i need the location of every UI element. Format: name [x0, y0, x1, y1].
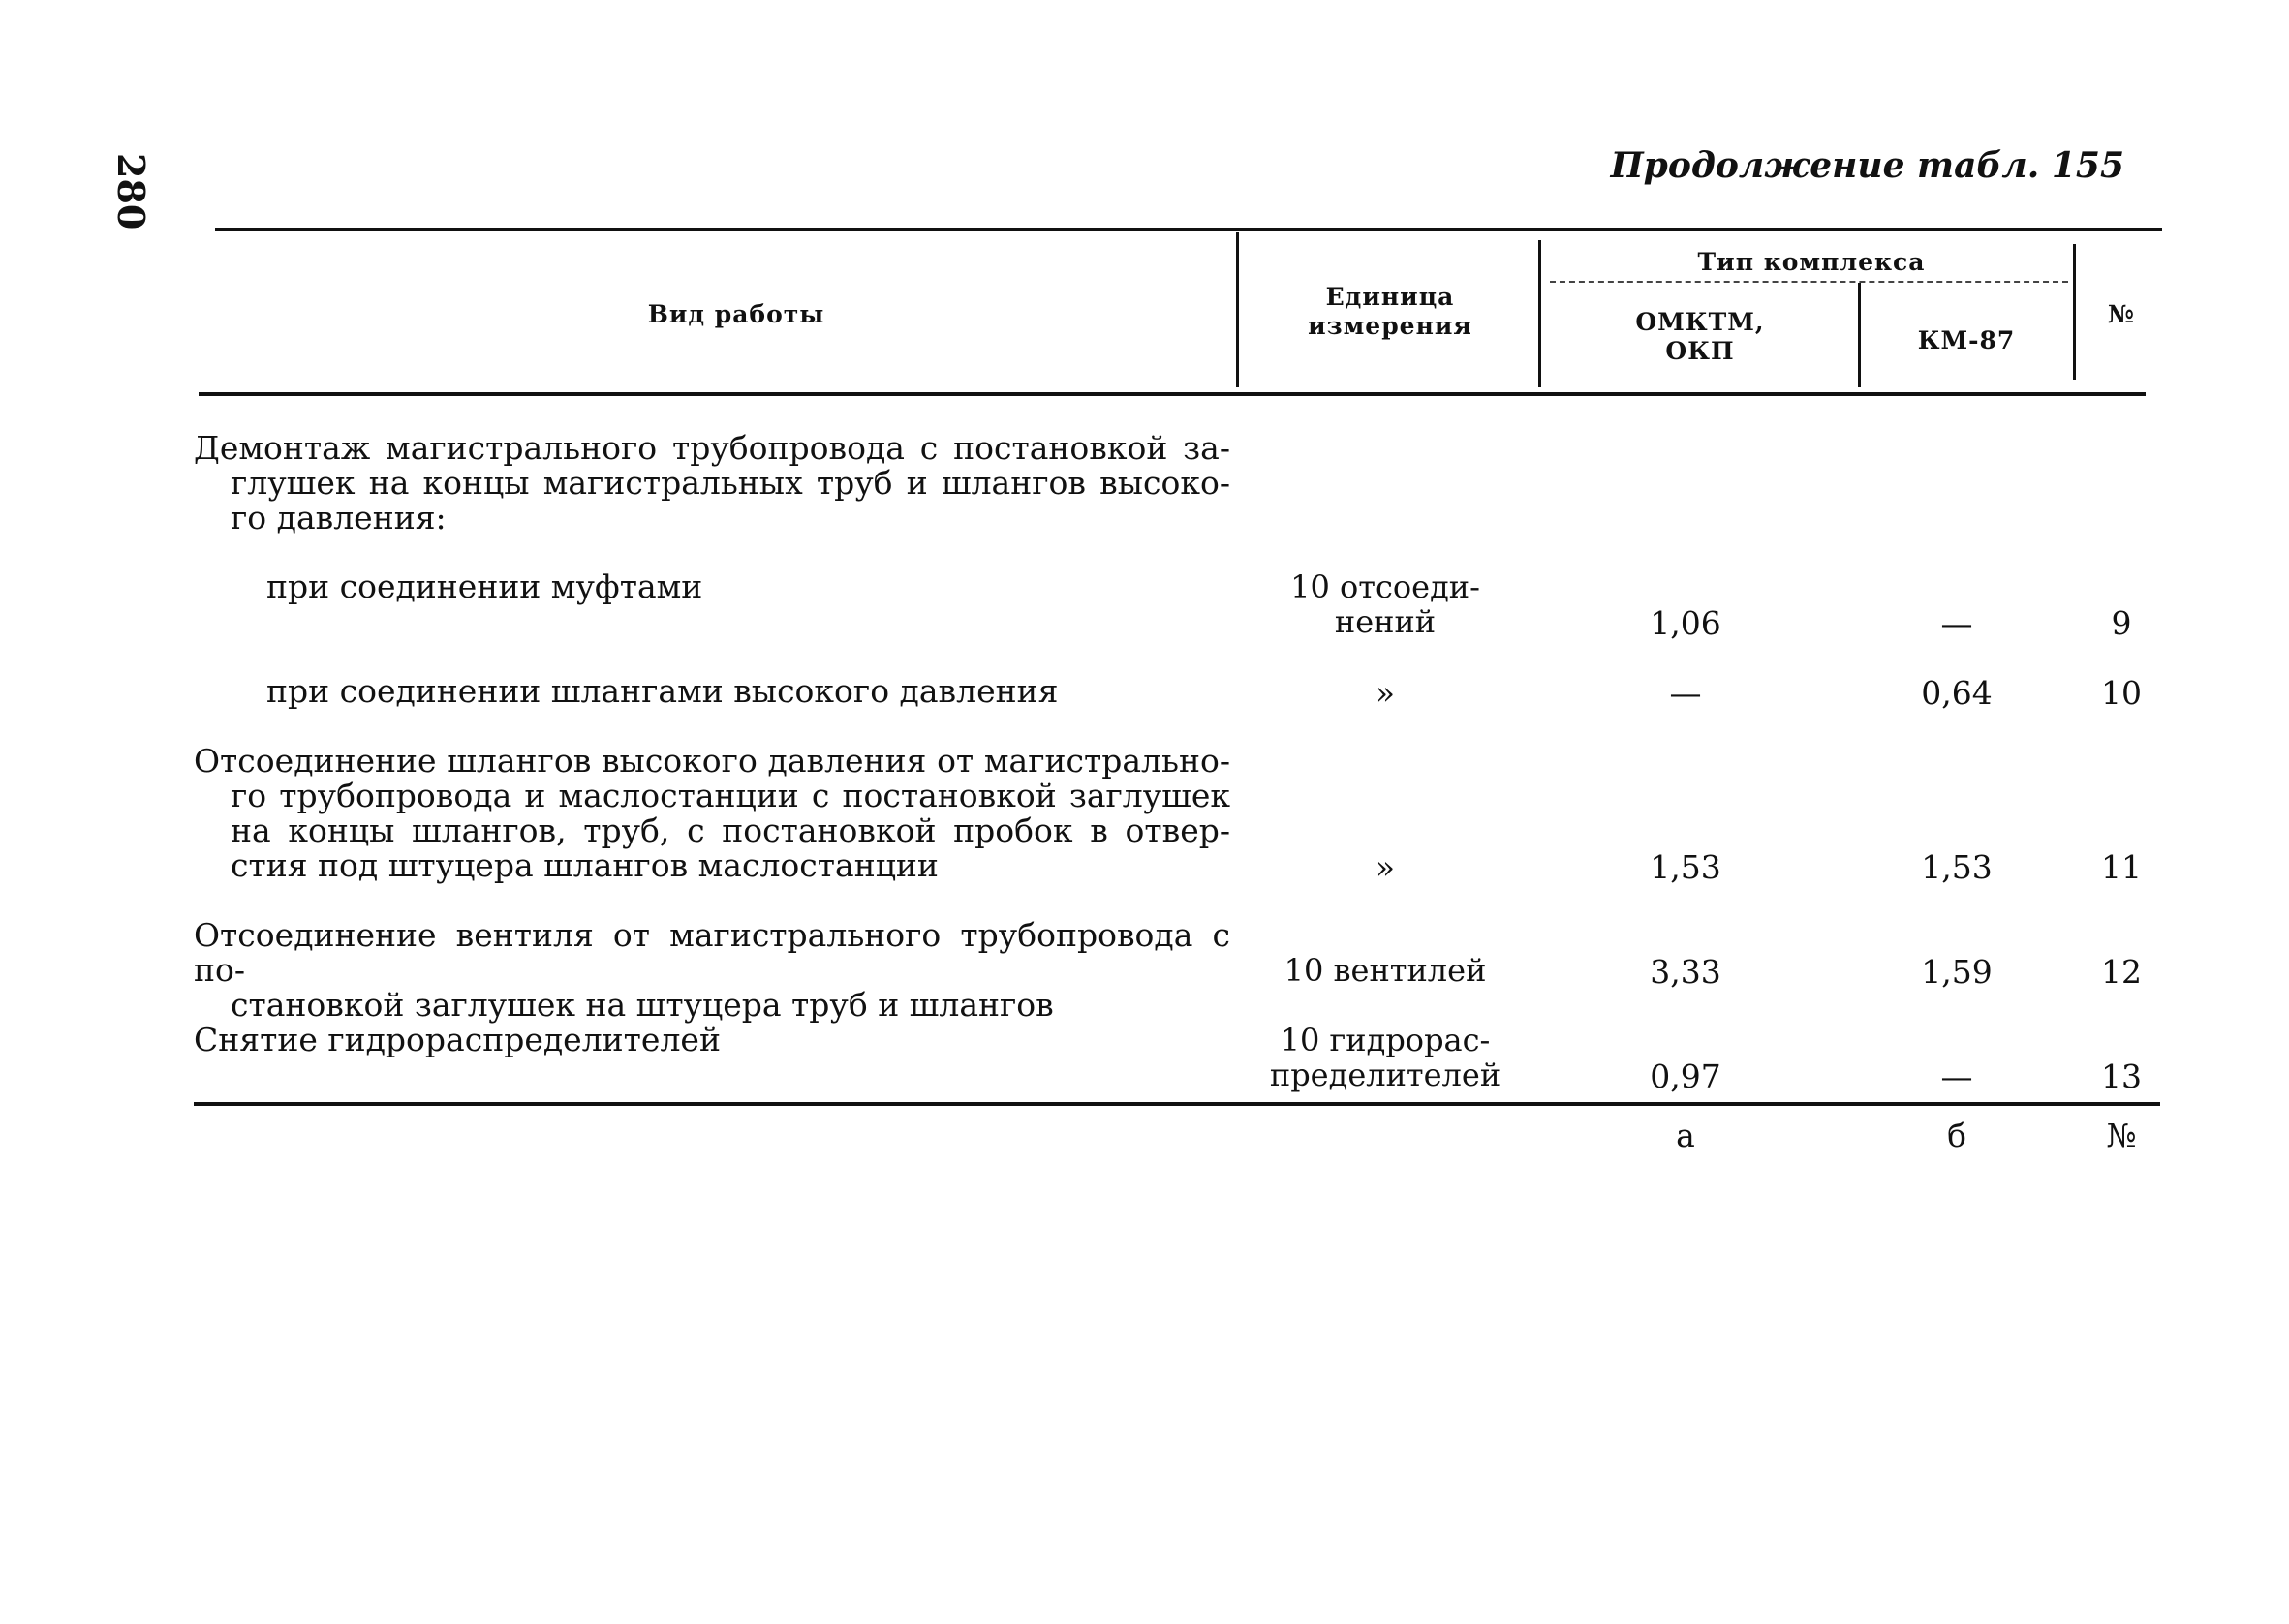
row-group1-line2: глушек на концы магистральных труб и шлангов высоко-	[231, 464, 1230, 502]
row-9-value-b: —	[1940, 604, 1973, 642]
row-9-work: при соединении муфтами	[266, 567, 703, 605]
row-9-value-a: 1,06	[1650, 604, 1721, 642]
row-11-value-a: 1,53	[1650, 848, 1721, 886]
row-11-line4: стия под штуцера шлангов маслостанции	[231, 846, 939, 884]
row-9-unit-line1: 10 отсоеди-	[1290, 568, 1480, 605]
row-12-unit: 10 вентилей	[1284, 952, 1487, 989]
header-col-no: №	[2107, 300, 2136, 328]
row-13-unit-line1: 10 гидрорас-	[1280, 1022, 1491, 1058]
row-9-unit	[1230, 569, 1540, 639]
header-top-rule	[215, 228, 2162, 231]
header-unit-line2: измерения	[1308, 312, 1472, 340]
header-divider-2	[1538, 240, 1541, 387]
row-12-work	[194, 918, 1230, 1023]
row-13-unit	[1230, 1023, 1540, 1092]
header-divider-4	[2073, 244, 2076, 380]
row-12-number: 12	[2101, 953, 2142, 991]
row-11-line1: Отсоединение шлангов высокого давления от магистрально-	[194, 742, 1230, 780]
row-11-line2: го трубопровода и маслостанции с постановкой заглушек	[231, 777, 1230, 814]
row-9-unit-line2: нений	[1334, 603, 1437, 640]
header-work-type: Вид работы	[647, 300, 825, 328]
row-11-unit: »	[1375, 848, 1396, 886]
footer-col-b: б	[1947, 1117, 1966, 1154]
row-9-number: 9	[2111, 604, 2132, 642]
header-complex-type: Тип комплекса	[1697, 248, 1926, 276]
row-11-number: 11	[2101, 848, 2142, 886]
row-11-line3: на концы шлангов, труб, с постановкой пробок в отвер-	[231, 812, 1230, 849]
page-number: 280	[109, 153, 153, 230]
row-10-unit: »	[1375, 674, 1396, 712]
table-caption: Продолжение табл. 155	[1610, 145, 2124, 186]
header-col-a	[1550, 308, 1850, 366]
row-10-value-b: 0,64	[1921, 674, 1993, 712]
header-col-b: КМ-87	[1917, 326, 2016, 354]
row-10-value-a: —	[1669, 674, 1702, 712]
header-bottom-rule	[199, 392, 2146, 396]
row-13-work: Снятие гидрораспределителей	[194, 1021, 721, 1058]
row-12-value-b: 1,59	[1921, 953, 1993, 991]
footer-col-a: а	[1676, 1117, 1695, 1154]
row-11-work	[194, 744, 1230, 883]
row-10-work: при соединении шлангами высокого давления	[266, 672, 1059, 710]
header-unit-line1: Единица	[1325, 283, 1455, 311]
row-12-value-a: 3,33	[1650, 953, 1721, 991]
row-12-line1: Отсоединение вентиля от магистрального трубопровода с по-	[194, 916, 1230, 989]
header-col-a-line2: ОКП	[1665, 337, 1735, 365]
row-12-line2: становкой заглушек на штуцера труб и шлангов	[231, 986, 1054, 1024]
header-divider-1	[1236, 232, 1239, 387]
row-13-value-b: —	[1940, 1057, 1973, 1095]
row-group1-line3: го давления:	[231, 499, 447, 536]
row-10-number: 10	[2101, 674, 2142, 712]
table-bottom-rule	[194, 1102, 2160, 1106]
header-col-a-line1: ОМКТМ,	[1635, 308, 1765, 336]
footer-col-no: №	[2106, 1117, 2137, 1154]
row-11-value-b: 1,53	[1921, 848, 1993, 886]
complex-type-underline	[1550, 281, 2068, 283]
header-divider-3	[1858, 283, 1861, 387]
row-13-number: 13	[2101, 1057, 2142, 1095]
row-13-unit-line2: пределителей	[1269, 1057, 1501, 1093]
row-13-value-a: 0,97	[1650, 1057, 1721, 1095]
row-group1-title	[194, 431, 1230, 536]
header-unit	[1250, 283, 1531, 341]
row-group1-line1: Демонтаж магистрального трубопровода с постановкой за-	[194, 429, 1230, 467]
